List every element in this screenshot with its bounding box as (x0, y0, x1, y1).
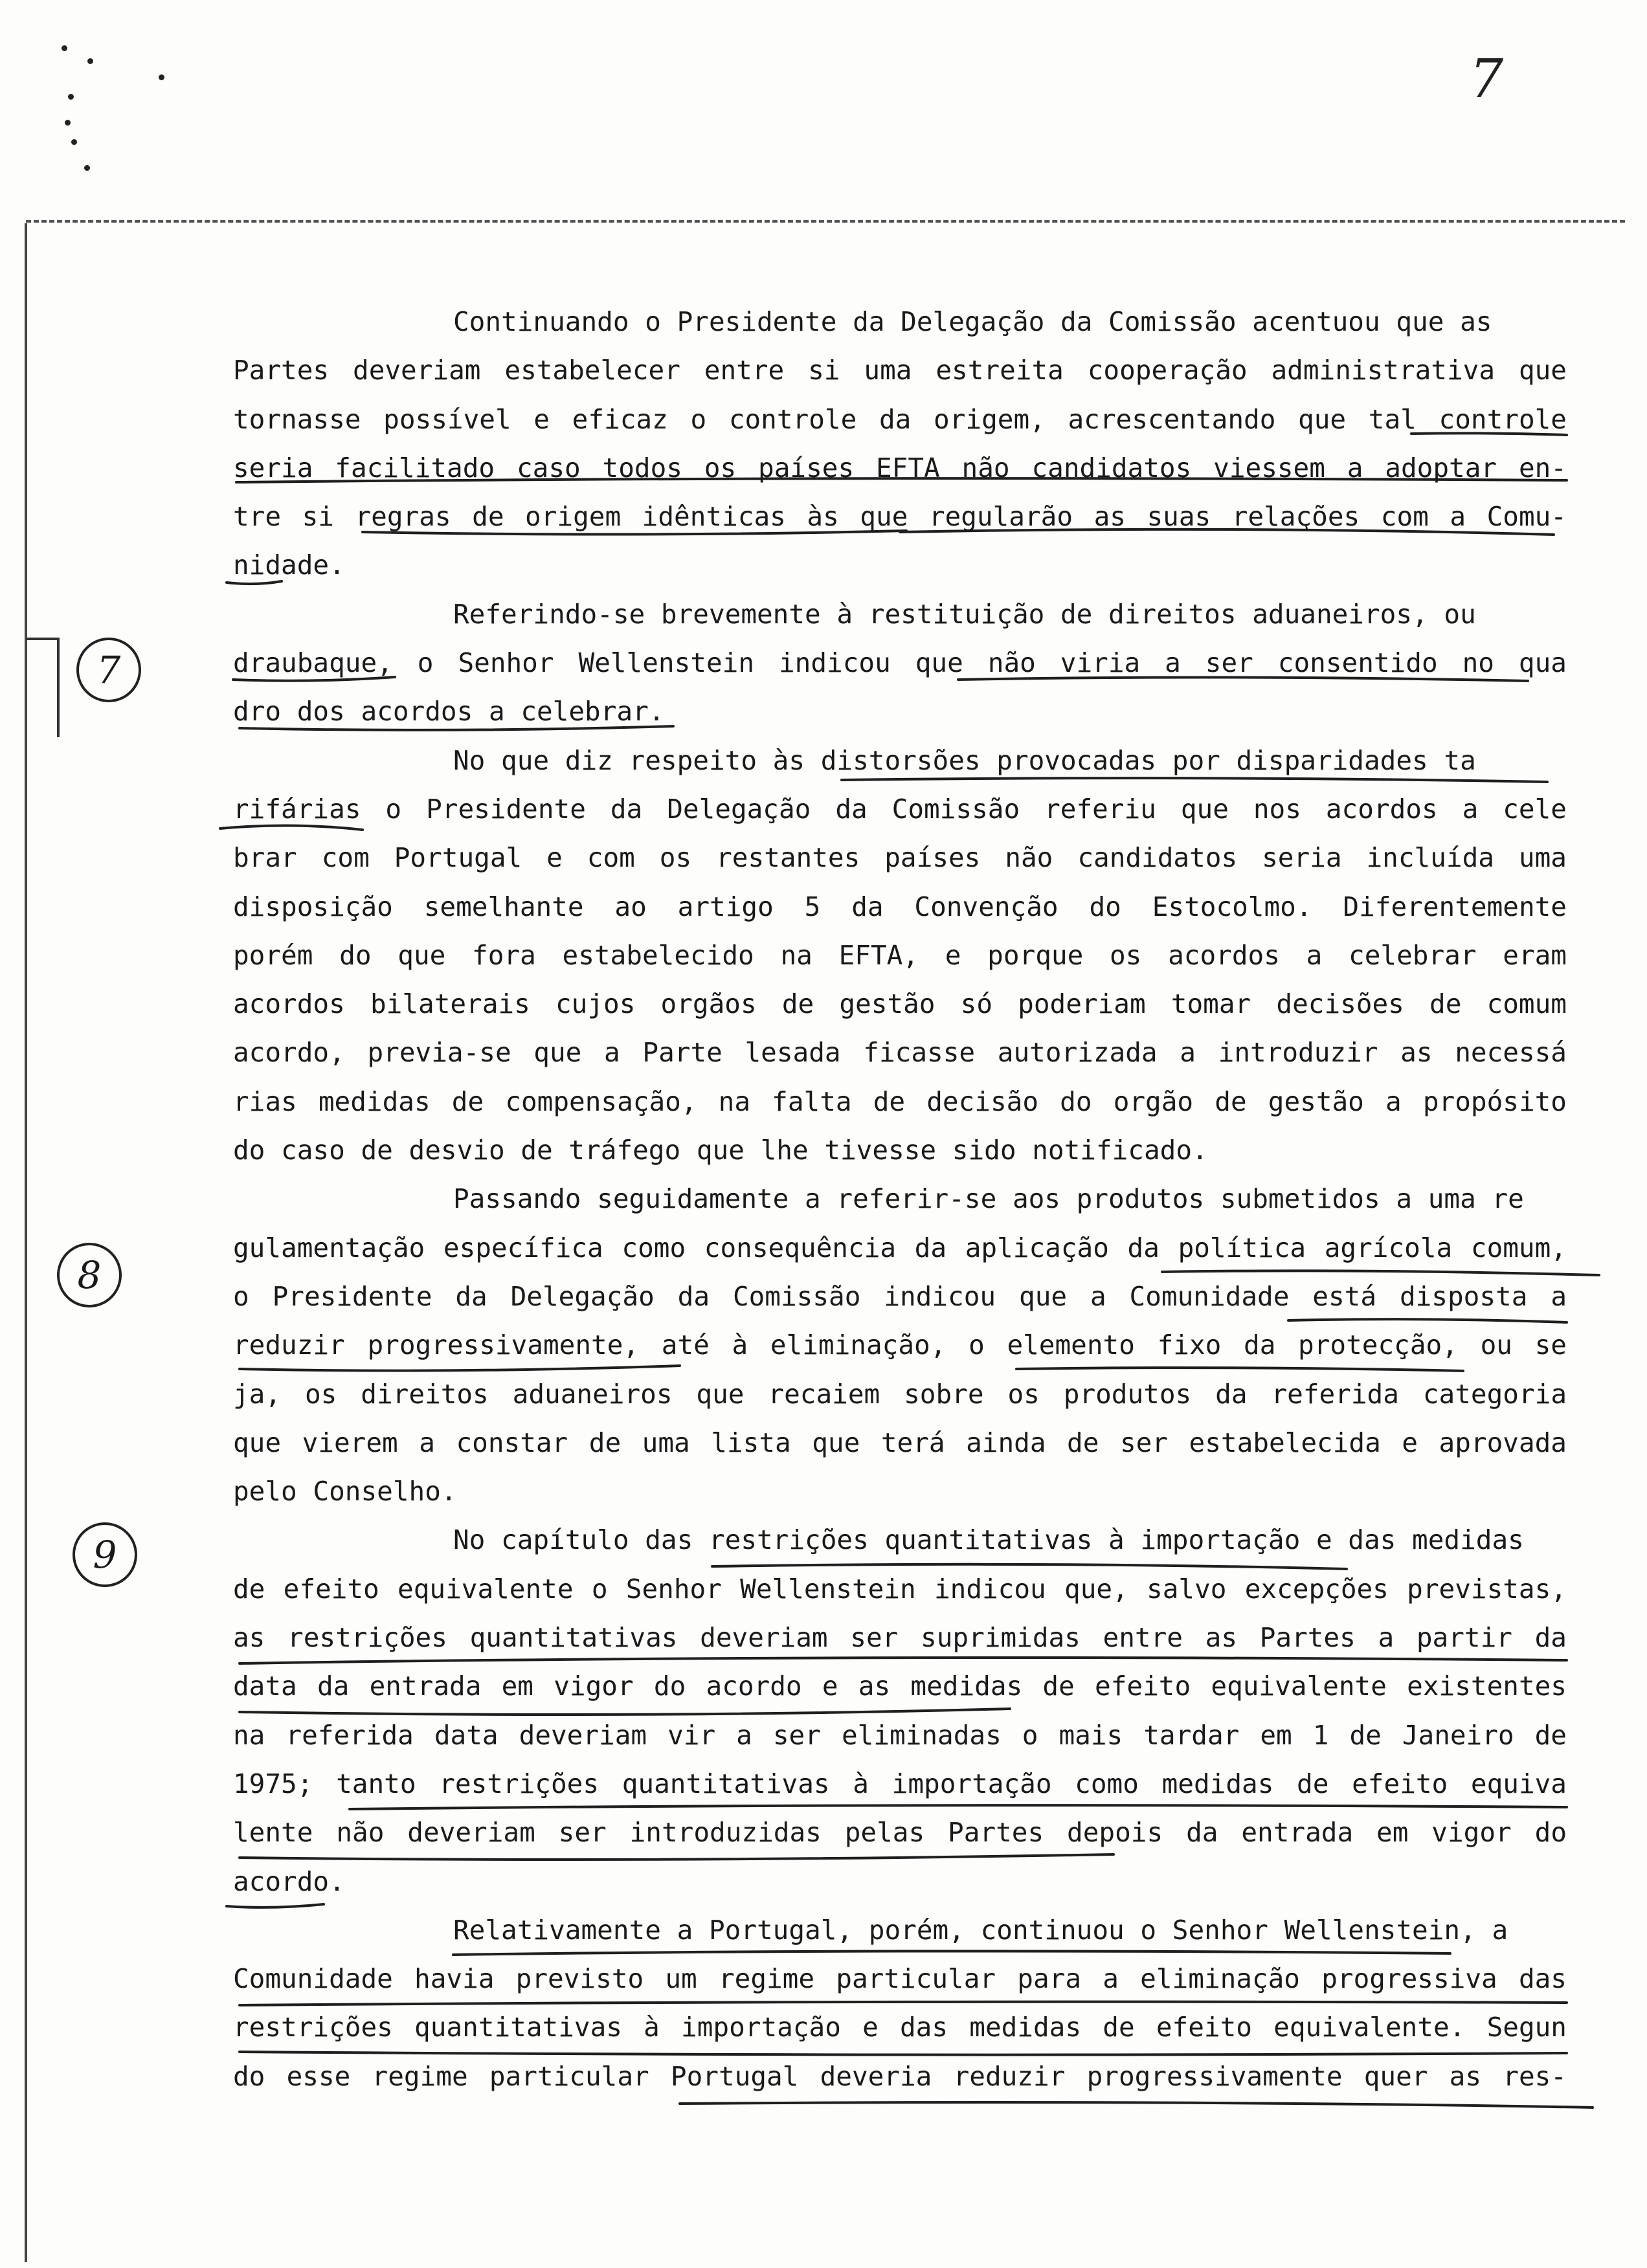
margin-bracket (26, 638, 60, 737)
text-line: pelo Conselho. (233, 1476, 457, 1507)
text-line: brar com Portugal e com os restantes países não candidatos seria incluída uma (233, 842, 1567, 874)
text-line: nidade. (233, 550, 345, 581)
text-line: rias medidas de compensação, na falta de decisão do orgão de gestão a propósito (233, 1085, 1567, 1117)
margin-number-circle: 8 (57, 1243, 122, 1307)
text-line: No que diz respeito às distorsões provocadas por disparidades ta (453, 744, 1476, 776)
text-line: ja, os direitos aduaneiros que recaiem sobre os produtos da referida categoria (233, 1378, 1567, 1410)
text-line: restrições quantitativas à importação e das medidas de efeito equivalente. Segun (233, 2012, 1567, 2043)
text-line: as restrições quantitativas deveriam ser suprimidas entre as Partes a partir da (233, 1622, 1567, 1654)
margin-rule (25, 223, 27, 2262)
text-line: No capítulo das restrições quantitativas à importação e das medidas (453, 1524, 1524, 1556)
underline-mark (680, 2102, 1593, 2107)
text-line: 1975; tanto restrições quantitativas à importação como medidas de efeito equiva (233, 1768, 1567, 1799)
text-line: dro dos acordos a celebrar. (233, 696, 665, 728)
text-line: seria facilitado caso todos os países EFTA não candidatos viessem a adoptar en- (233, 452, 1567, 484)
text-line: do esse regime particular Portugal deveria reduzir progressivamente quer as res- (233, 2060, 1567, 2092)
text-line: lente não deveriam ser introduzidas pelas Partes depois da entrada em vigor do (233, 1817, 1567, 1849)
text-line: draubaque, o Senhor Wellenstein indicou que não viria a ser consentido no qua (233, 647, 1567, 679)
scan-specks (55, 39, 185, 181)
text-line: Referindo-se brevemente à restituição de direitos aduaneiros, ou (453, 598, 1476, 630)
header-rule (26, 220, 1625, 223)
text-line: Passando seguidamente a referir-se aos produtos submetidos a uma re (453, 1183, 1524, 1215)
text-line: data da entrada em vigor do acordo e as medidas de efeito equivalente existentes (233, 1671, 1567, 1702)
margin-number-circle: 9 (73, 1522, 137, 1587)
text-line: acordos bilaterais cujos orgãos de gestão só poderiam tomar decisões de comum (233, 988, 1567, 1020)
text-line: acordo. (233, 1865, 345, 1897)
text-line: do caso de desvio de tráfego que lhe tivesse sido notificado. (233, 1135, 1208, 1166)
page-number: 7 (1470, 49, 1504, 110)
margin-number-circle: 7 (76, 638, 141, 702)
text-line: na referida data deveriam vir a ser eliminadas o mais tardar em 1 de Janeiro de (233, 1719, 1567, 1751)
text-line: Comunidade havia previsto um regime particular para a eliminação progressiva das (233, 1963, 1567, 1995)
text-line: Relativamente a Portugal, porém, continuou o Senhor Wellenstein, a (453, 1914, 1508, 1946)
text-line: de efeito equivalente o Senhor Wellenstein indicou que, salvo excepções previstas, (233, 1573, 1567, 1605)
text-line: tornasse possível e eficaz o controle da origem, acrescentando que tal controle (233, 403, 1567, 435)
text-line: Continuando o Presidente da Delegação da Comissão acentuou que as (453, 306, 1492, 337)
text-line: tre si regras de origem idênticas às que regularão as suas relações com a Comu- (233, 501, 1567, 533)
text-line: porém do que fora estabelecido na EFTA, e porque os acordos a celebrar eram (233, 939, 1567, 971)
text-line: reduzir progressivamente, até à eliminação, o elemento fixo da protecção, ou se (233, 1329, 1567, 1361)
text-line: rifárias o Presidente da Delegação da Comissão referiu que nos acordos a cele (233, 793, 1567, 825)
text-line: Partes deveriam estabelecer entre si uma estreita cooperação administrativa que (233, 355, 1567, 386)
text-line: acordo, previa-se que a Parte lesada ficasse autorizada a introduzir as necessá (233, 1037, 1567, 1069)
text-line: disposição semelhante ao artigo 5 da Convenção do Estocolmo. Diferentemente (233, 891, 1567, 922)
text-line: que vierem a constar de uma lista que terá ainda de ser estabelecida e aprovada (233, 1427, 1567, 1458)
text-line: gulamentação específica como consequência da aplicação da política agrícola comum, (233, 1232, 1567, 1263)
document-body (233, 298, 1567, 2101)
text-line: o Presidente da Delegação da Comissão indicou que a Comunidade está disposta a (233, 1280, 1567, 1312)
